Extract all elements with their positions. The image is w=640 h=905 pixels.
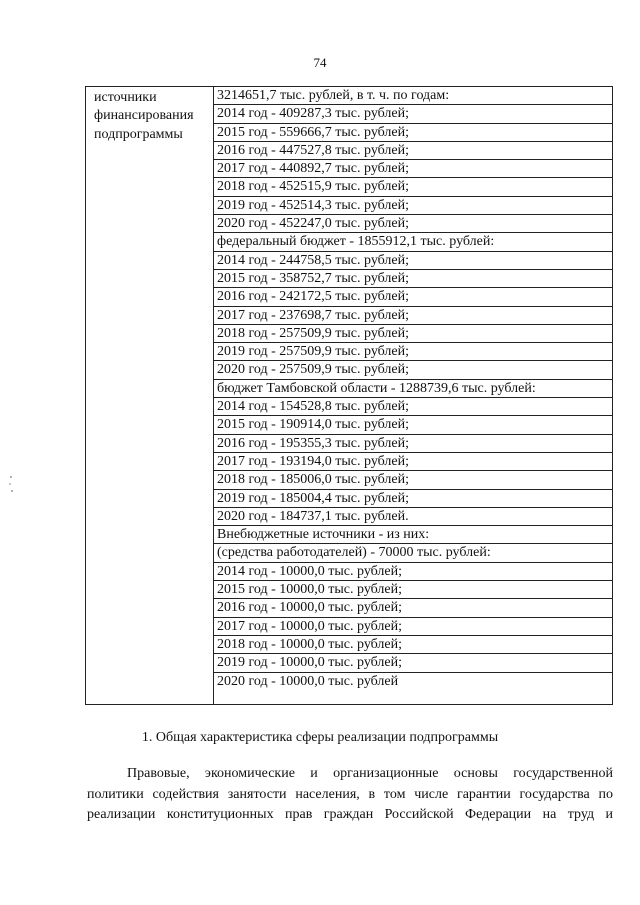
financing-values-cell bbox=[213, 87, 612, 691]
table-row: 2014 год - 244758,5 тыс. рублей; bbox=[213, 252, 612, 270]
table-row: 2017 год - 10000,0 тыс. рублей; bbox=[213, 618, 612, 636]
table-row: 2014 год - 10000,0 тыс. рублей; bbox=[213, 563, 612, 581]
paragraph-line: Правовые, экономические и организационные основы государственной bbox=[127, 766, 613, 781]
table-row: 2017 год - 237698,7 тыс. рублей; bbox=[213, 307, 612, 325]
table-row: 2020 год - 257509,9 тыс. рублей; bbox=[213, 361, 612, 379]
table-row: 2016 год - 10000,0 тыс. рублей; bbox=[213, 599, 612, 617]
label-line: подпрограммы bbox=[94, 126, 183, 142]
paragraph-line: политики содействия занятости населения, в том числе гарантии государства по bbox=[87, 786, 613, 802]
table-row: 2015 год - 190914,0 тыс. рублей; bbox=[213, 416, 612, 434]
page-number: 74 bbox=[313, 55, 327, 70]
body-paragraph bbox=[87, 764, 613, 826]
table-row: 2017 год - 193194,0 тыс. рублей; bbox=[213, 453, 612, 471]
table-row: 2019 год - 452514,3 тыс. рублей; bbox=[213, 197, 612, 215]
paragraph-line: реализации конституционных прав граждан Российской Федерации на труд и bbox=[87, 807, 613, 822]
section-heading: 1. Общая характеристика сферы реализации подпрограммы bbox=[141, 730, 499, 745]
label-line: финансирования bbox=[94, 108, 194, 124]
financing-label-cell bbox=[94, 89, 210, 144]
table-row: 2015 год - 10000,0 тыс. рублей; bbox=[213, 581, 612, 599]
table-row: 2015 год - 358752,7 тыс. рублей; bbox=[213, 270, 612, 288]
margin-mark-icon bbox=[8, 474, 14, 496]
table-row: 2015 год - 559666,7 тыс. рублей; bbox=[213, 124, 612, 142]
table-row: (средства работодателей) - 70000 тыс. рублей: bbox=[213, 544, 612, 562]
table-row: 2020 год - 452247,0 тыс. рублей; bbox=[213, 215, 612, 233]
financing-table bbox=[85, 86, 613, 705]
table-row: 2014 год - 409287,3 тыс. рублей; bbox=[213, 105, 612, 123]
table-row: 2014 год - 154528,8 тыс. рублей; bbox=[213, 398, 612, 416]
table-row: 2018 год - 452515,9 тыс. рублей; bbox=[213, 178, 612, 196]
table-row: 2019 год - 185004,4 тыс. рублей; bbox=[213, 490, 612, 508]
table-row: 2016 год - 242172,5 тыс. рублей; bbox=[213, 288, 612, 306]
table-row: 2016 год - 195355,3 тыс. рублей; bbox=[213, 435, 612, 453]
table-row: 2018 год - 10000,0 тыс. рублей; bbox=[213, 636, 612, 654]
table-row: 2019 год - 10000,0 тыс. рублей; bbox=[213, 654, 612, 672]
label-line: источники bbox=[94, 90, 157, 105]
table-row: 2017 год - 440892,7 тыс. рублей; bbox=[213, 160, 612, 178]
table-row: 2018 год - 185006,0 тыс. рублей; bbox=[213, 471, 612, 489]
table-row: 2020 год - 10000,0 тыс. рублей bbox=[217, 673, 399, 689]
table-row: 2019 год - 257509,9 тыс. рублей; bbox=[213, 343, 612, 361]
table-row: 2020 год - 184737,1 тыс. рублей. bbox=[213, 508, 612, 526]
table-row: Внебюджетные источники - из них: bbox=[213, 526, 612, 544]
table-row: 2018 год - 257509,9 тыс. рублей; bbox=[213, 325, 612, 343]
table-row: 3214651,7 тыс. рублей, в т. ч. по годам: bbox=[213, 87, 612, 105]
table-row: бюджет Тамбовской области - 1288739,6 тыс. рублей: bbox=[213, 380, 612, 398]
table-row: 2016 год - 447527,8 тыс. рублей; bbox=[213, 142, 612, 160]
table-row: федеральный бюджет - 1855912,1 тыс. рублей: bbox=[213, 233, 612, 251]
